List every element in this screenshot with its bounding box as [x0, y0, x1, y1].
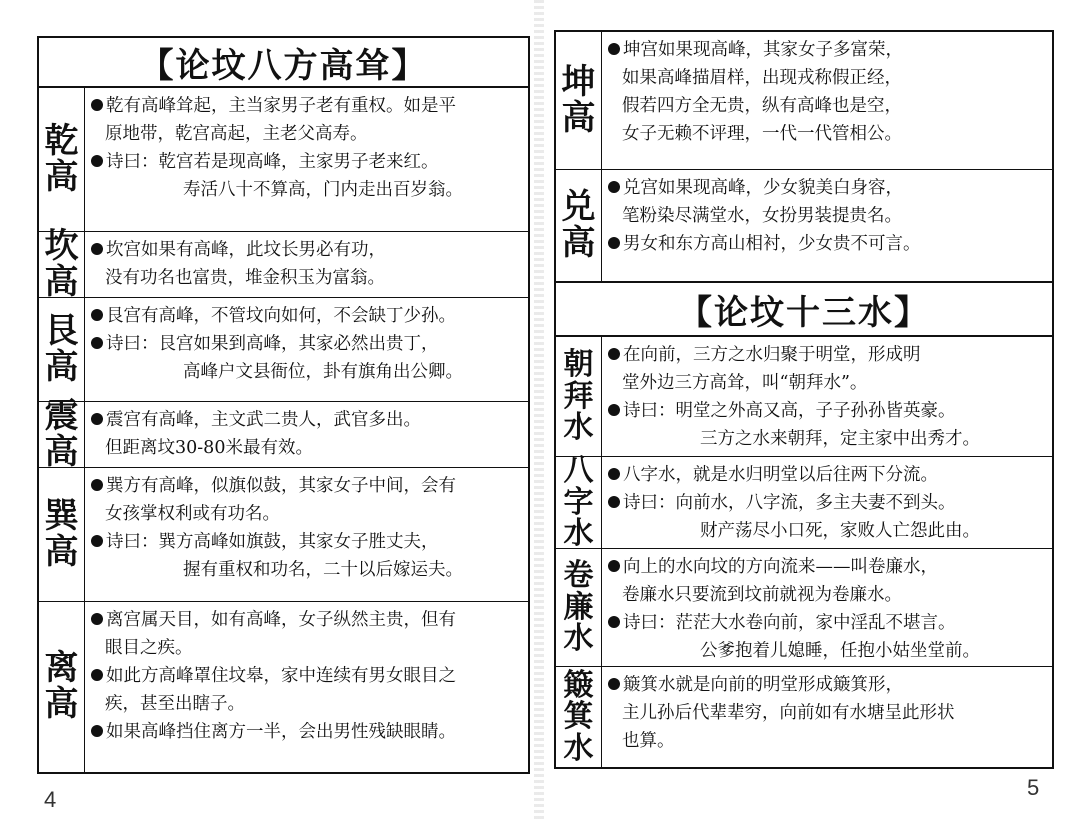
line-text: 卷廉水只要流到坟前就视为卷廉水。: [622, 585, 902, 605]
bullet-icon: [608, 237, 620, 249]
line-text: 女孩掌权利或有功名。: [105, 504, 280, 524]
line-text: 三方之水来朝拜，定主家中出秀才。: [700, 429, 980, 449]
line-text: 震宫有高峰，主文武二贵人，武官多出。: [106, 410, 421, 430]
left-table: [37, 36, 530, 774]
bullet-icon: [91, 309, 103, 321]
text-line: [608, 120, 1046, 148]
line-text: 男女和东方高山相衬，少女贵不可言。: [623, 234, 921, 254]
text-line: [608, 397, 1046, 425]
row-content: [602, 549, 1052, 666]
row-content: [602, 32, 1052, 169]
row-label: [556, 453, 602, 552]
row-label-char: 艮: [44, 310, 79, 351]
line-text: 诗曰：向前水，八字流，多主夫妻不到头。: [623, 493, 956, 513]
line-text: 但距离坟30-80米最有效。: [105, 438, 313, 458]
line-text: 握有重权和功名，二十以后嫁运夫。: [183, 560, 463, 580]
row-label-char: 水: [563, 730, 594, 766]
line-text: 堂外边三方高耸，叫“朝拜水”。: [622, 373, 868, 393]
page-number-left: 4: [44, 787, 57, 812]
row-label-char: 离: [44, 648, 79, 689]
line-text: 如果高峰描眉样，出现戎称假正经，: [622, 68, 902, 88]
row-label-char: 震: [44, 395, 79, 436]
line-text: 离宫属天目，如有高峰，女子纵然主贵，但有: [106, 610, 456, 630]
row-content: [85, 402, 528, 467]
text-line: [91, 718, 522, 746]
text-line: [608, 341, 1046, 369]
row-label: [39, 395, 85, 472]
bullet-icon: [91, 669, 103, 681]
row-content: [85, 232, 528, 297]
entry-row: [39, 225, 528, 302]
text-line: [91, 264, 522, 292]
line-text: 诗曰：茫茫大水卷向前，家中淫乱不堪言。: [623, 613, 956, 633]
line-text: 在向前，三方之水归聚于明堂，形成明: [623, 345, 921, 365]
bullet-icon: [91, 613, 103, 625]
row-label-char: 八: [563, 453, 594, 489]
line-text: 簸箕水就是向前的明堂形成簸箕形，: [623, 675, 903, 695]
bullet-icon: [608, 404, 620, 416]
bullet-icon: [91, 725, 103, 737]
line-text: 也算。: [622, 731, 675, 751]
text-line: [608, 553, 1046, 581]
entry-row: [39, 468, 528, 602]
text-line: [91, 690, 522, 718]
text-line: [608, 727, 1046, 755]
row-content: [85, 88, 528, 231]
bullet-icon: [608, 181, 620, 193]
entry-row: [556, 32, 1052, 170]
text-line: [608, 92, 1046, 120]
bullet-icon: [608, 348, 620, 360]
text-line: [91, 662, 522, 690]
line-text: 乾有高峰耸起，主当家男子老有重权。如是平: [106, 96, 456, 116]
row-content: [602, 337, 1052, 456]
row-label-char: 高: [44, 431, 79, 472]
entry-row: [556, 667, 1052, 767]
text-line: [608, 202, 1046, 230]
bullet-icon: [91, 99, 103, 111]
row-label-char: 朝: [563, 347, 594, 383]
text-line: [608, 461, 1046, 489]
entry-row: [39, 395, 528, 472]
text-line: [91, 302, 522, 330]
line-text: 诗曰：巽方高峰如旗鼓，其家女子胜丈夫，: [106, 532, 439, 552]
left-page: [0, 0, 540, 821]
right-table-bottom: [554, 281, 1054, 769]
bullet-icon: [608, 616, 620, 628]
text-line: [91, 606, 522, 634]
entry-row: [39, 298, 528, 402]
right-table-top: [554, 30, 1054, 283]
line-text: 原地带，乾宫高起，主老父高寿。: [105, 124, 368, 144]
row-content: [85, 298, 528, 401]
row-label: [556, 337, 602, 456]
line-text: 兑宫如果现高峰，少女貌美白身容，: [623, 178, 903, 198]
row-content: [602, 667, 1052, 767]
text-line: [91, 556, 522, 584]
line-text: 巽方有高峰，似旗似鼓，其家女子中间，会有: [106, 476, 456, 496]
row-label-char: 高: [44, 531, 79, 572]
entry-row: [556, 549, 1052, 667]
row-label-char: 坎: [44, 225, 79, 266]
bullet-icon: [608, 496, 620, 508]
row-content: [85, 602, 528, 772]
line-text: 假若四方全无贵，纵有高峰也是空，: [622, 96, 902, 116]
row-label-char: 箕: [563, 699, 594, 735]
text-line: [91, 358, 522, 386]
text-line: [608, 581, 1046, 609]
row-content: [85, 468, 528, 601]
line-text: 诗曰：乾宫若是现高峰，主家男子老来红。: [106, 152, 439, 172]
bullet-icon: [91, 155, 103, 167]
bullet-icon: [608, 678, 620, 690]
text-line: [91, 92, 522, 120]
line-text: 如此方高峰罩住坟皋，家中连续有男女眼目之: [106, 666, 456, 686]
row-label-char: 高: [44, 684, 79, 724]
row-label-char: 高: [44, 261, 79, 302]
bullet-icon: [91, 479, 103, 491]
row-label: [39, 225, 85, 302]
text-line: [608, 637, 1046, 665]
bullet-icon: [608, 468, 620, 480]
text-line: [608, 517, 1046, 545]
line-text: 没有功名也富贵，堆金积玉为富翁。: [105, 268, 385, 288]
row-label-char: 水: [563, 621, 594, 657]
row-label-char: 巽: [44, 495, 79, 536]
entry-row: [556, 337, 1052, 457]
line-text: 坤宫如果现高峰，其家女子多富荣，: [623, 40, 903, 60]
text-line: [91, 472, 522, 500]
text-line: [91, 176, 522, 204]
text-line: [91, 500, 522, 528]
line-text: 疾，甚至出瞎子。: [105, 694, 245, 714]
row-label: [39, 88, 85, 231]
entry-row: [39, 602, 528, 772]
text-line: [608, 174, 1046, 202]
row-label-char: 乾: [44, 120, 79, 161]
text-line: [608, 230, 1046, 258]
row-label: [556, 667, 602, 767]
line-text: 公爹抱着儿媳睡，任抱小姑坐堂前。: [700, 641, 980, 661]
row-label-char: 坤: [561, 61, 596, 102]
line-text: 如果高峰挡住离方一半，会出男性残缺眼睛。: [106, 722, 456, 742]
entry-row: [556, 453, 1052, 552]
row-label-char: 卷: [563, 558, 594, 594]
row-label: [556, 170, 602, 281]
bullet-icon: [91, 243, 103, 255]
bullet-icon: [608, 560, 620, 572]
text-line: [91, 148, 522, 176]
line-text: 向上的水向坟的方向流来——叫卷廉水，: [623, 557, 938, 577]
row-label: [39, 602, 85, 772]
text-line: [91, 528, 522, 556]
right-page: [540, 0, 1081, 821]
row-label-char: 廉: [563, 589, 594, 625]
row-label-char: 兑: [561, 186, 596, 227]
line-text: 女子无赖不评理，一代一代管相公。: [622, 124, 902, 144]
text-line: [91, 330, 522, 358]
row-label-char: 高: [44, 346, 79, 387]
line-text: 艮宫有高峰，不管坟向如何，不会缺丁少孙。: [106, 306, 456, 326]
right-title: 【论坟十三水】: [556, 283, 1052, 337]
row-label-char: 拜: [563, 378, 594, 414]
bullet-icon: [91, 535, 103, 547]
row-label: [556, 549, 602, 666]
row-label-char: 水: [563, 516, 594, 552]
row-label-char: 高: [561, 222, 596, 263]
row-label: [556, 32, 602, 169]
line-text: 财产荡尽小口死，家败人亡怨此由。: [700, 521, 980, 541]
bullet-icon: [608, 43, 620, 55]
text-line: [608, 36, 1046, 64]
line-text: 笔粉染尽满堂水，女扮男装提贵名。: [622, 206, 902, 226]
row-label-char: 高: [561, 97, 596, 138]
row-content: [602, 457, 1052, 548]
page-number-right: 5: [1027, 775, 1040, 800]
line-text: 眼目之疾。: [105, 638, 193, 658]
bullet-icon: [91, 337, 103, 349]
text-line: [91, 406, 522, 434]
text-line: [608, 489, 1046, 517]
row-label-char: 高: [44, 156, 79, 197]
entry-row: [556, 170, 1052, 281]
line-text: 诗曰：艮宫如果到高峰，其家必然出贵丁，: [106, 334, 439, 354]
row-label-char: 簸: [563, 667, 594, 703]
row-label-char: 水: [563, 410, 594, 446]
text-line: [608, 671, 1046, 699]
line-text: 主儿孙后代辈辈穷，向前如有水塘呈此形状: [622, 703, 955, 723]
bullet-icon: [91, 413, 103, 425]
line-text: 高峰户文县衙位，卦有旗角出公卿。: [183, 362, 463, 382]
text-line: [91, 236, 522, 264]
text-line: [608, 369, 1046, 397]
row-label-char: 字: [563, 484, 594, 520]
row-label: [39, 468, 85, 601]
text-line: [608, 609, 1046, 637]
text-line: [608, 699, 1046, 727]
text-line: [608, 425, 1046, 453]
text-line: [91, 634, 522, 662]
text-line: [91, 434, 522, 462]
line-text: 八字水，就是水归明堂以后往两下分流。: [623, 465, 938, 485]
line-text: 寿活八十不算高，门内走出百岁翁。: [183, 180, 463, 200]
entry-row: [39, 88, 528, 232]
text-line: [608, 64, 1046, 92]
row-content: [602, 170, 1052, 281]
line-text: 诗曰：明堂之外高又高，子子孙孙皆英豪。: [623, 401, 956, 421]
text-line: [91, 120, 522, 148]
row-label: [39, 298, 85, 401]
line-text: 坎宫如果有高峰，此坟长男必有功，: [106, 240, 386, 260]
left-title: 【论坟八方高耸】: [39, 38, 528, 88]
